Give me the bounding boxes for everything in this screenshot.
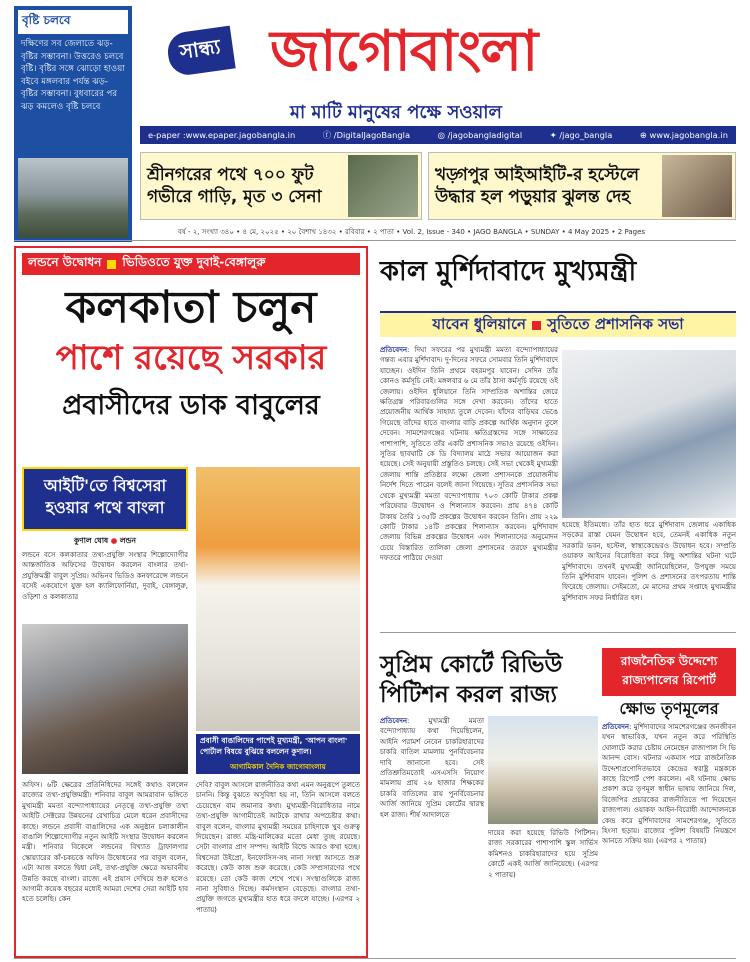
rs-box: রাজনৈতিক উদ্দেশ্যে রাজ্যপালের রিপোর্ট — [602, 648, 736, 696]
mamata-photo — [196, 467, 360, 731]
website-link[interactable]: ⊕ www.jagobangla.in — [639, 130, 728, 140]
promo-srinagar[interactable] — [140, 152, 422, 220]
sc-story-text: প্রতিবেদন: মুখ্যমন্ত্রী মমতা বন্দ্যোপাধ্যায় কথা দিয়েছিলেন, আইনি পরামর্শ নেবেন চাকরিহারাদের চাকরি বাতিল মামলায় পুনর্বিবেচনার দাবি জানানো হবে। সেই প্রতিশ্রুতিমতোই এসএসসি নিয়োগ মামলায় প্রায় ২৬ হাজার শিক্ষকের চাকরি বাতিলের রায় পুনর্বিবেচনার আর্জি জানিয়ে সুপ্রিম কোর্টের দ্বারস্থ হল রাজ্য। শীর্ষ আদালতে — [380, 717, 484, 819]
issue-line: বর্ষ - ২, সংখ্যা ৩৪০ • ৪ মে, ২০২৫ • ২০ বৈশাখ ১৪৩২ • রবিবার • ২ পাতা • Vol. 2, Issue - 340 • JAGO BANGLA • SUNDAY • 4 May 2025 • 2 Pages — [178, 228, 646, 236]
cm-story-text: প্রতিবেদন: দিঘা সফরের পর মুখ্যমন্ত্রী মমতা বন্দ্যোপাধ্যায়ের গন্তব্য এবার মুর্শিদাবাদ। দু-দিনের সফরে সোমবার তিনি মুর্শিদাবাদে যাচ্ছেন। ওইদিন তিনি প্রথমে বহরমপুর যাবেন। সেদিন তাঁর কোনও কর্মসূচি নেই। মঙ্গলবার ৬ মে তাঁর ঠাসা কর্মসূচি রয়েছে ওই জেলায়। ওইদিন ধুলিয়ানে তিনি সাম্প্রতিক অশান্তির জেরে ক্ষতিগ্রস্ত পরিবারগুলির সঙ্গে দেখা করবেন। তাঁদের হাতে প্রয়োজনীয় আর্থিক সাহায্য তুলে দেবেন। যাঁদের বাড়িঘর ভেঙে গিয়েছে তাঁদের হাতে বাংলার বাড়ি প্রকল্পে আর্থিক অনুদান তুলে দেবেন। সামশেরগঞ্জের ঘটনায় ক্ষতিগ্রস্তদের সঙ্গে সাক্ষাতের পাশাপাশি, সুতিতে তাঁর একটি প্রশাসনিক সভাও রয়েছে ওইদিন। সুতির ছাবঘাটি কে ডি বিদ্যালয় মাঠে সভার আয়োজন করা হয়েছে। সেই অনুযায়ী প্রস্তুতিও চলছে। সেই সভা থেকেই মুখ্যমন্ত্রী জেলায় শান্তি প্রতিষ্ঠার লক্ষ্যে জেলা প্রশাসনকে প্রয়োজনীয় নির্দেশ দিতে পারেন বলেই জানা গিয়েছে। সুতির প্রশাসনিক সভা থেকে মুখ্যমন্ত্রী মমতা বন্দ্যোপাধ্যায় ৭০৩ কোটি টাকার প্রকল্প পরিষেবার উদ্বোধন ও শিলান্যাস করবেন। প্রায় ৪৭৪ কোটি টাকায় তৈরি ১৩৫টি প্রকল্পের উদ্বোধন করবেন তিনি। প্রায় ২২৯ কোটি টাকার ১৪টি প্রকল্পের শিলান্যাস করবেন। মুর্শিদাবাদ জেলায় বিভিন্ন প্রকল্পের উদ্বোধন এবং শিলান্যাসের অনুমোদন চেয়ে বিস্তারিত তালিকা জেলা প্রশাসনের তরফে মুখ্যমন্ত্রীর দফতরে পাঠিয়ে দেওয়া — [380, 346, 558, 563]
rs-headline: ক্ষোভ তৃণমূলের — [619, 699, 719, 718]
promo-kharagpur-photo — [662, 155, 732, 217]
promo-kharagpur[interactable] — [428, 152, 736, 220]
lead-headline-2: পাশে রয়েছে সরকার — [55, 338, 327, 378]
promo-srinagar-photo — [348, 155, 418, 217]
rs-lead: প্রতিবেদন — [602, 723, 630, 731]
twitter-icon: ✦ — [549, 130, 557, 140]
globe-icon: ⊕ — [639, 130, 647, 140]
square-icon — [532, 321, 541, 330]
cm-subheadline — [380, 311, 736, 337]
square-icon — [107, 260, 116, 269]
epaper-link[interactable]: e-paper :www.epaper.jagobangla.in — [148, 130, 296, 140]
divider — [380, 632, 736, 633]
instagram-icon: ◎ — [437, 130, 445, 140]
cm-photo — [562, 350, 736, 518]
facebook-icon: ⓕ — [322, 130, 332, 140]
lead-headline-1: কলকাতা চলুন — [65, 282, 317, 333]
masthead-logo: জাগোবাংলা — [270, 18, 538, 84]
byline-place: লন্ডন — [119, 536, 136, 545]
it-box: আইটি'তে বিশ্বসেরা হওয়ার পথে বাংলা — [22, 467, 188, 531]
byline — [22, 536, 188, 548]
divider — [14, 240, 736, 241]
instagram-link[interactable]: ◎ /jagobangladigital — [437, 130, 523, 140]
weather-box — [14, 6, 132, 242]
rs-story-text: প্রতিবেদন: মুর্শিদাবাদের সামশেরগঞ্জের জনজীবন যখন স্বাভাবিক, যখন নতুন করে পরিস্থিতি ঘোলাটে করার চেষ্টায় নেমেছেন রাজ্যপাল সি ভি আনন্দ বোস। ঘটনার একমাস পরে রাজনৈতিক উদ্দেশ্যপ্রণোদিতভাবে কেন্দ্রের স্বরাষ্ট্র মন্ত্রককে কাছে রিপোর্ট পেশ করলেন। এই ঘটনায় ক্ষোভ প্রকাশ করে তৃণমূল স্বাধীন ভাষায় জানিয়ে দিল, বিজেপির প্রচারকের রাজনীতিতে পা দিয়েছেন রাজ্যপাল। ওয়াকফ আইন-বিরোধী আন্দোলনকে কেন্দ্র করে মুর্শিদাবাদের সামশেরগঞ্জ, সুতিতে হিংসা ছড়ায়। রাজ্যের পুলিশ বিষয়টি নিয়ন্ত্রণে আনতে সক্রিয় হয়। (এরপর ২ পাতায়) — [602, 723, 736, 846]
lead-story-text-2: অফিস। ৬টি ক্ষেত্রের প্রতিনিধিদের সঙ্গেই কথাও বললেন রাজ্যের তথ্য-প্রযুক্তিমন্ত্রী। শনিবার বাবুল আমরাবান ভঙ্গিতে মুখ্যমন্ত্রী মমতা বন্দ্যোপাধ্যায়ের নেতৃত্বে তথ্য-প্রযুক্তি তথা আইটি সেক্টরের উন্নয়নের রেখাচিত্র মেলে ধরেন প্রবাসীদের কাছে। লন্ডনে প্রবাসী বাঙালিদের এক অনুষ্ঠান চলাকালীন বাঙালি শিল্পোদ্যোগীর নতুন আইটি সংস্থার উদ্বোধন করলেন মন্ত্রী। শনিবার বিকেলে লন্ডনের বিখ্যাত ট্রাফালগার স্কোয়্যারের কাঁ-চকচকে অফিস উদ্বোধনের পর বাবুল বলেন, এটা আজ বলতে দ্বিধা নেই, তথ্য-প্রযুক্তি ক্ষেত্রে অভাবনীয় উন্নতি করছে বাংলা। রাজ্যে এই প্রয়াস দেখিয়ে শুরু হলেও আগামী কয়েক বছরের মধ্যেই আমরা দেশের সেরা আইটি হাব হতে চলেছি। কেন — [22, 781, 188, 904]
babul-photo — [22, 624, 188, 774]
promo-srinagar-text: শ্রীনগরের পথে ৭০০ ফুট গভীরে গাড়ি, মৃত ৩ সেনা — [147, 165, 322, 207]
supreme-court-photo — [488, 716, 598, 824]
weather-text: দক্ষিণের সব জেলাতে ঝড়-বৃষ্টির সম্ভাবনা। উত্তরেও চলবে বৃষ্টি। বৃষ্টির সঙ্গে ঝোড়ো হাওয়া বইবে মঙ্গলবার পর্যন্ত ঝড়-বৃষ্টির সম্ভাবনা। বুধবারের পর ঝড় কমলেও বৃষ্টি চলবে — [21, 39, 125, 112]
logo-sandhya: সান্ধ্য — [165, 26, 235, 78]
kicker-a: লন্ডনে উদ্বোধন — [28, 255, 102, 269]
caption-credit: আগামিকাল দৈনিক জাগোবাংলায় — [230, 762, 326, 771]
cm-sub-a: যাবেন ধুলিয়ানে — [432, 314, 526, 333]
lead-kicker — [22, 253, 360, 275]
bullet-icon: ● — [110, 536, 118, 545]
masthead-tagline: মা মাটি মানুষের পক্ষে সওয়াল — [290, 102, 502, 123]
cm-sub-b: সুতিতে প্রশাসনিক সভা — [546, 314, 684, 333]
divider — [14, 958, 736, 959]
twitter-link[interactable]: ✦ /jago_bangla — [549, 130, 613, 140]
sc-headline: সুপ্রিম কোর্টে রিভিউ পিটিশন করল রাজ্য — [380, 652, 563, 708]
byline-name: কুণাল ঘোষ — [73, 536, 109, 545]
facebook-link[interactable]: ⓕ /DigitalJagoBangla — [322, 130, 411, 140]
weather-title: বৃষ্টি চলবে — [18, 10, 128, 34]
sc-lead: প্রতিবেদন — [380, 717, 408, 725]
weather-photo — [18, 158, 128, 238]
lead-story-text-3: দেবি? বাবুল আসলে রাজনীতির কথা এমন অনুরূপে তুলতে চাননি। কিন্তু বুঝতে অসুবিধা হয় না, তিনি আসলে বলতে চেয়েছেন বাম জমানার কথা। মুখ্যমন্ত্রী-বিরোধিতার নামে তথ্য-প্রযুক্তি আগামীতেই আটকে রাখার অপচেষ্টার কথা। বাবুল বলেন, বাংলার মুখ্যমন্ত্রী সময়ের চাহিদাকে খুব গুরুত্ব দিয়েছেন। রাজ্য মন্ত্রি-মালিকের মতো মেধা তুচ্ছ রয়েছে। সেটা বাংলার প্রাণ সম্পদ। আইটি বিল্ডে আরও কথা হচ্ছে। বিশ্বসেরা উইপ্রো, ইনফোসিস-সহ নানা সংস্থা আসতে শুরু করেছে। কেউ কাজ শুরু করেছে। কেউ সম্প্রসারণের পথে রয়েছে। তো কেউ কাজ শেখে পথে। সংস্থাগুলিকে রাজ্য নানা সুবিধাও দিচ্ছে। কর্মসংস্থান বেড়েছে। বাংলার তথ্য-প্রযুক্তি জগতে মুখ্যমন্ত্রীর হাত ধরে বদলে যাচ্ছে। (এরপর ২ পাতায়) — [196, 781, 360, 914]
lead-headline-3: প্রবাসীদের ডাক বাবুলের — [62, 390, 320, 421]
lead-story-text-1: লন্ডনে বসে কলকাতার তথ্য-প্রযুক্তি সংস্থার শিল্পোদ্যোগীর আন্তর্জাতিক অফিসের উদ্বোধন করলেন বাংলার তথ্য-প্রযুক্তিমন্ত্রী বাবুল সুপ্রিয়। অভিনব ভিডিও কনফারেন্সে লন্ডনে বসেই একযোগে যুক্ত হল ক্যালিফোর্নিয়া, দুবাই, বেঙ্গালুরু, ওড়িশা ও কলকাতার — [22, 551, 188, 601]
sc-story-text-2: দায়ের করা হয়েছে রিভিউ পিটিশন। রাজ্য সরকারের পাশাপাশি স্কুল সার্ভিস কমিশনও চাকরিহারাদের হয়ে সুপ্রিম কোর্টে একই আর্জি জানিয়েছে। (এরপর ২ পাতায়) — [488, 829, 598, 879]
epaper-bar — [140, 126, 736, 144]
promo-kharagpur-text: খড়্গপুর আইআইটি-র হস্টেলে উদ্ধার হল পড়ুয়ার ঝুলন্ত দেহ — [435, 165, 640, 207]
cm-story-text-2: হয়েছে ইতিমধ্যে। তাঁর হাত ধরে মুর্শিদাবাদ জেলায় একাধিক সড়কের রাস্তা যেমন উদ্বোধন হবে, তেমনই একাধিক নতুন সরকারি ভবন, হস্টেল, স্বাস্থ্যকেন্দ্রেরও উদ্বোধন হবে। সম্প্রতি ওয়াকফ আইনের বিরোধিতা করে কিছু অশান্তির ঘটনা ঘটে মুর্শিদাবাদে। তখনই মুখ্যমন্ত্রী জানিয়েছিলেন, উপযুক্ত সময়ে তিনি মুর্শিদাবাদ যাবেন। পুলিশ ও প্রশাসনের তৎপরতায় শান্তি ফিরেছে জেলায়। সেইমতো, মে মাসের প্রথম সপ্তাহে মুখ্যমন্ত্রীর মুর্শিদাবাদ সফর নির্ধারিত হল। — [562, 521, 736, 602]
cm-lead: প্রতিবেদন — [380, 346, 408, 354]
photo-caption: প্রবাসী বাঙালিদের পাশেই মুখ্যমন্ত্রী, 'আপন বাংলা' পোর্টাল বিষয়ে বুঝিয়ে বললেন কুণাল। — [196, 734, 360, 774]
kicker-b: ভিডিওতে যুক্ত দুবাই-বেঙ্গালুরু — [122, 255, 266, 269]
cm-headline: কাল মুর্শিদাবাদে মুখ্যমন্ত্রী — [380, 256, 637, 287]
